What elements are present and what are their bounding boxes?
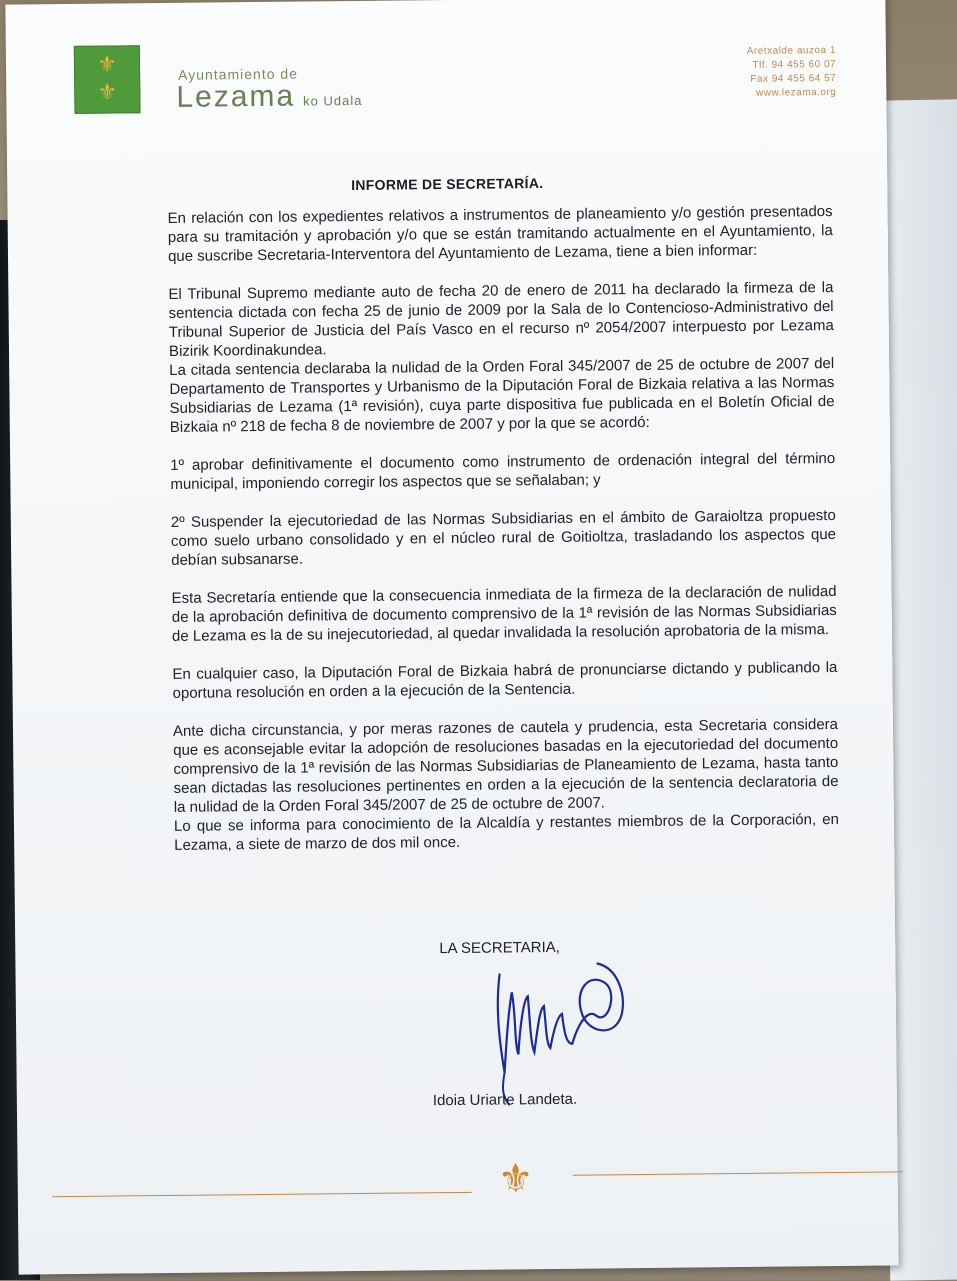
signer-name: Idoia Uriarte Landeta. [432,1090,578,1110]
document-body [168,202,840,855]
document-title: INFORME DE SECRETARÍA. [351,175,544,194]
paragraph-closing: Lo que se informa para conocimiento de la Alcaldía y restantes miembros de la Corporación, en Lezama, a siete de marzo de dos mil once. [173,810,840,854]
contact-fax: Fax 94 455 64 57 [750,72,837,85]
contact-website: www.lezama.org [755,86,837,99]
contact-block [656,44,837,102]
paragraph-entiende: Esta Secretaría entiende que la consecuencia inmediata de la firmeza de la declaración de nulidad de la aprobación definitiva de documento comprensivo de la 1ª revisión de las Normas Subsidiarias de Lezama es la de su inejecutoriedad, al quedar invalidada la resolución aprobatoria de la misma. [171,582,837,645]
paragraph-item-2: 2º Suspender la ejecutoriedad de las Normas Subsidiarias en el ámbito de Garaioltza propuesto como suelo urbano consolidado y en el núcleo rural de Goitioltza, trasladando los aspectos que debían subsanarse. [170,506,837,569]
paragraph-sentencia: La citada sentencia declaraba la nulidad de la Orden Foral 345/2007 de 25 de octubre de 2007 del Departamento de Transportes y Urbanismo de la Diputación Foral de Bizkaia relativa a las Normas Subsidiarias de Lezama (1ª revisión), cuya parte dispositiva fue publicada en el Boletín Oficial de Bizkaia nº 218 de fecha 8 de noviembre de 2007 y por la que se acordó: [169,354,835,436]
coat-of-arms-logo [74,45,141,114]
contact-address: Aretxalde auzoa 1 [746,44,836,57]
paragraph-item-1: 1º aprobar definitivamente el documento como instrumento de ordenación integral del término municipal, imponiendo corregir los aspectos que se señalaban; y [170,449,836,493]
fleur-de-lis-icon: ⚜ [97,80,118,106]
brand-line-1: Ayuntamiento de [178,65,299,83]
footer-divider-left [52,1192,472,1197]
signoff-label: LA SECRETARIA, [439,938,560,958]
fleur-de-lis-icon: ⚜ [97,52,118,78]
footer-divider-right [573,1171,903,1175]
contact-phone: Tlf. 94 455 60 07 [752,58,837,71]
document-page [5,0,898,1275]
brand-name-text: Lezama [176,79,296,114]
paragraph-intro: En relación con los expedientes relativos a instrumentos de planeamiento y/o gestión presentados para su tramitación y aprobación y/o que se están tramitando actualmente en el Ayuntamiento, la que suscribe Secretaria-Interventora del Ayuntamiento de Lezama, tiene a bien informar: [167,202,833,265]
paragraph-tribunal: El Tribunal Supremo mediante auto de fecha 20 de enero de 2011 ha declarado la firmeza de la sentencia dictada con fecha 25 de junio de 2009 por la Sala de lo Contencioso-Administrativo del Tribunal Superior de Justicia del País Vasco en el recurso nº 2054/2007 interpuesto por Lezama Bizirik Koordinakundea. [168,278,834,360]
paragraph-diputacion: En cualquier caso, la Diputación Foral de Bizkaia habrá de pronunciarse dictando y publicando la oportuna resolución en orden a la ejecución de la Sentencia. [172,658,838,702]
brand-subtitle: ko Udala [303,92,363,109]
brand-name [176,79,362,115]
paragraph-cautela: Ante dicha circunstancia, y por meras razones de cautela y prudencia, esta Secretaria considera que es aconsejable evitar la adopción de resoluciones basadas en la ejecutoriedad del documento comprensivo de la 1ª revisión de las Normas Subsidiarias de Planeamiento de Lezama, hasta tanto sean dictadas las resoluciones pertinentes en orden a la ejecución de la sentencia declaratoria de la nulidad de la Orden Foral 345/2007 de 25 de octubre de 2007. [172,715,839,816]
footer-fleur-de-lis-icon: ⚜ [497,1156,534,1203]
